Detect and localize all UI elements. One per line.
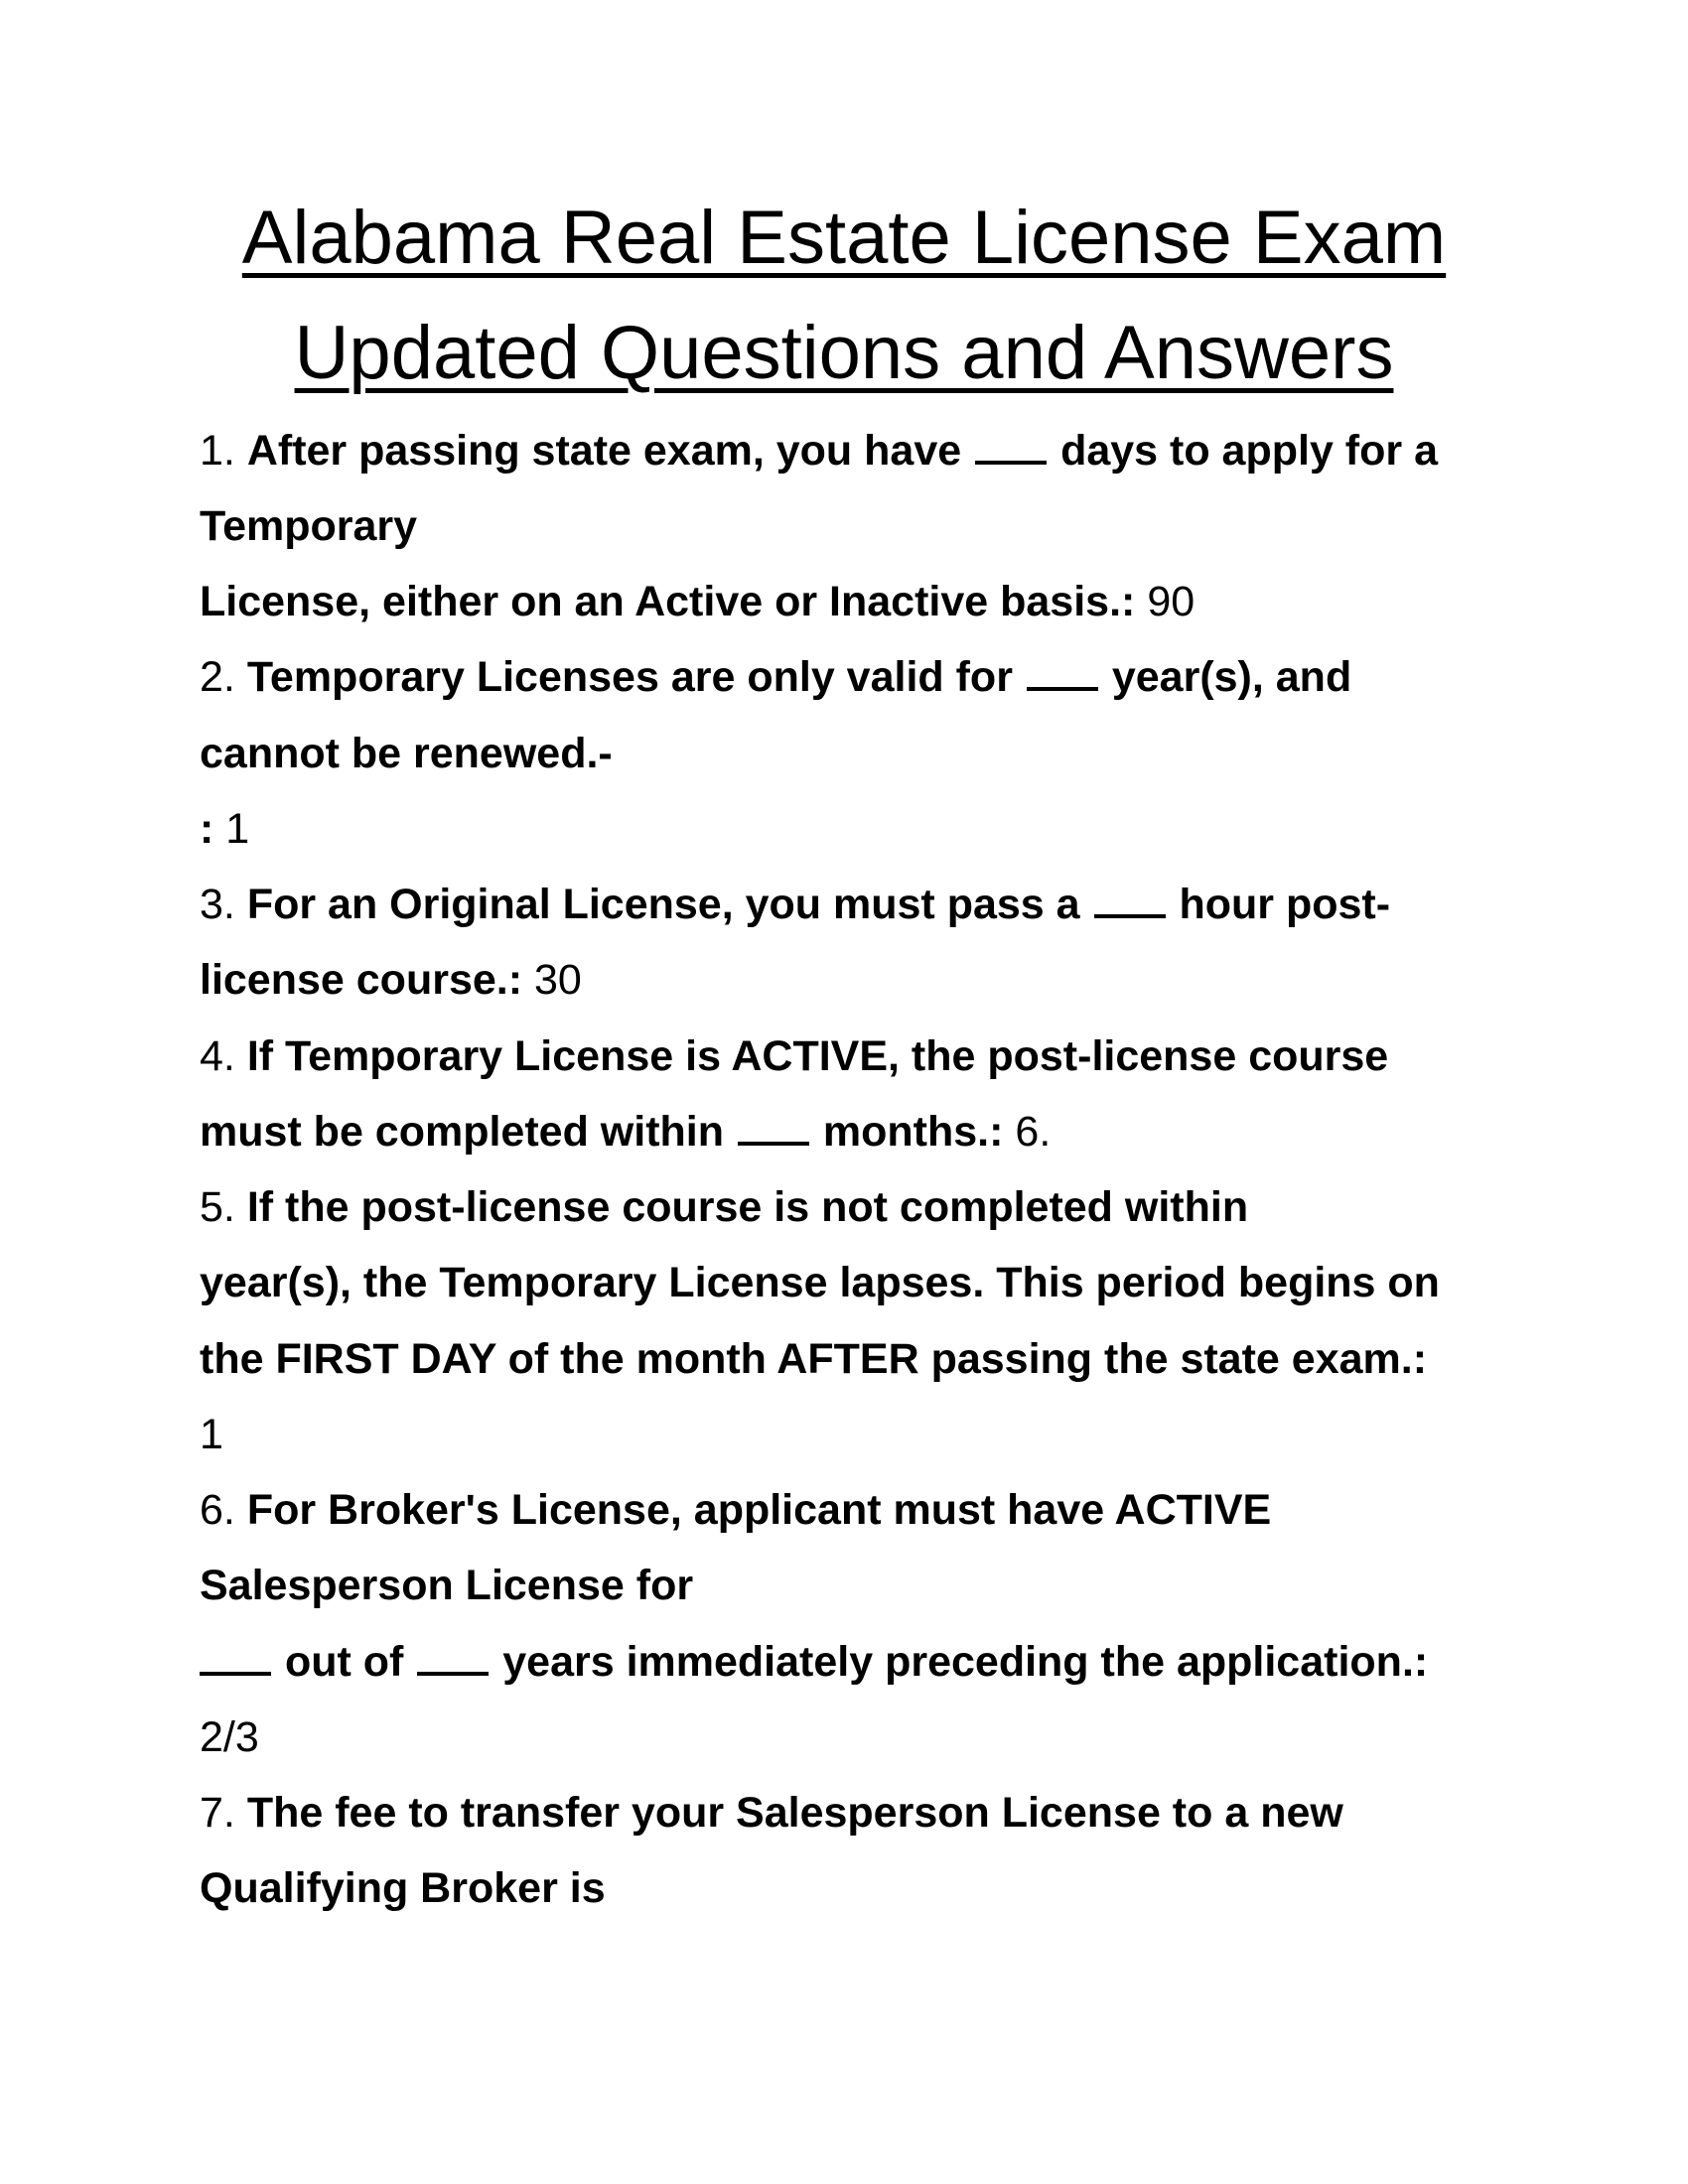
question-text: months.: bbox=[822, 1108, 1004, 1156]
question-text: Salesperson License for bbox=[200, 1562, 694, 1609]
answer-text: 1 bbox=[225, 805, 250, 853]
question-text: hour post- bbox=[1179, 881, 1391, 928]
question-6-line-3 bbox=[200, 1636, 1428, 1688]
answer-text: 6. bbox=[1015, 1108, 1052, 1156]
page-title: Alabama Real Estate License Exam bbox=[241, 196, 1447, 280]
question-5-line-1 bbox=[200, 1181, 1248, 1233]
question-5-line-2 bbox=[200, 1257, 1440, 1308]
question-text: License, either on an Active or Inactive basis.: bbox=[200, 578, 1136, 625]
answer-blank bbox=[975, 461, 1047, 465]
question-number: 2. bbox=[200, 653, 235, 701]
question-4-line-2 bbox=[200, 1106, 1051, 1158]
question-number: 5. bbox=[200, 1183, 235, 1231]
question-text: If Temporary License is ACTIVE, the post-license course bbox=[246, 1032, 1389, 1080]
question-number: 7. bbox=[200, 1789, 235, 1837]
page-subtitle: Updated Questions and Answers bbox=[294, 311, 1394, 395]
question-text: For Broker's License, applicant must have ACTIVE bbox=[246, 1486, 1272, 1534]
question-1-line-3 bbox=[200, 576, 1195, 627]
question-5-line-3 bbox=[200, 1333, 1427, 1385]
question-number: 1. bbox=[200, 427, 235, 475]
answer-blank bbox=[200, 1672, 271, 1676]
answer-blank bbox=[1027, 687, 1098, 691]
answer-blank bbox=[1094, 914, 1166, 918]
question-6-line-1 bbox=[200, 1484, 1271, 1536]
question-6-line-2 bbox=[200, 1560, 693, 1611]
question-1-line-2 bbox=[200, 500, 417, 552]
answer-text: 90 bbox=[1147, 578, 1196, 625]
answer-blank bbox=[738, 1142, 809, 1146]
answer-blank bbox=[417, 1672, 489, 1676]
question-2-line-3 bbox=[200, 803, 249, 855]
question-3-line-2 bbox=[200, 954, 582, 1006]
question-text: the FIRST DAY of the month AFTER passing the state exam.: bbox=[200, 1335, 1428, 1383]
question-text: days to apply for a bbox=[1060, 427, 1438, 475]
question-3-line-1 bbox=[200, 879, 1390, 930]
question-text: The fee to transfer your Salesperson License to a new bbox=[246, 1789, 1343, 1837]
question-text: : bbox=[200, 805, 214, 853]
question-text: must be completed within bbox=[200, 1108, 724, 1156]
question-number: 3. bbox=[200, 881, 235, 928]
question-1-line-1 bbox=[200, 425, 1438, 477]
question-number: 6. bbox=[200, 1486, 235, 1534]
question-text: year(s), the Temporary License lapses. This period begins on bbox=[200, 1259, 1440, 1306]
question-text: For an Original License, you must pass a bbox=[246, 881, 1080, 928]
question-text: license course.: bbox=[200, 956, 523, 1004]
question-7-line-1 bbox=[200, 1787, 1343, 1839]
question-2-line-1 bbox=[200, 651, 1351, 703]
question-text: year(s), and bbox=[1111, 653, 1352, 701]
answer-text: 2/3 bbox=[200, 1713, 259, 1761]
question-number: 4. bbox=[200, 1032, 235, 1080]
question-4-line-1 bbox=[200, 1030, 1388, 1082]
question-text: out of bbox=[284, 1638, 404, 1686]
question-text: years immediately preceding the application.: bbox=[502, 1638, 1429, 1686]
question-text: cannot be renewed.- bbox=[200, 730, 613, 777]
question-text: Qualifying Broker is bbox=[200, 1864, 606, 1912]
question-text: Temporary Licenses are only valid for bbox=[246, 653, 1013, 701]
answer-text: 1 bbox=[200, 1411, 223, 1458]
question-text: If the post-license course is not completed within bbox=[246, 1183, 1249, 1231]
question-text: After passing state exam, you have bbox=[246, 427, 962, 475]
question-text: Temporary bbox=[200, 502, 418, 550]
question-2-line-2 bbox=[200, 728, 613, 779]
question-6-line-4 bbox=[200, 1711, 259, 1763]
question-7-line-2 bbox=[200, 1862, 606, 1914]
question-5-line-4 bbox=[200, 1409, 223, 1460]
answer-text: 30 bbox=[534, 956, 582, 1004]
